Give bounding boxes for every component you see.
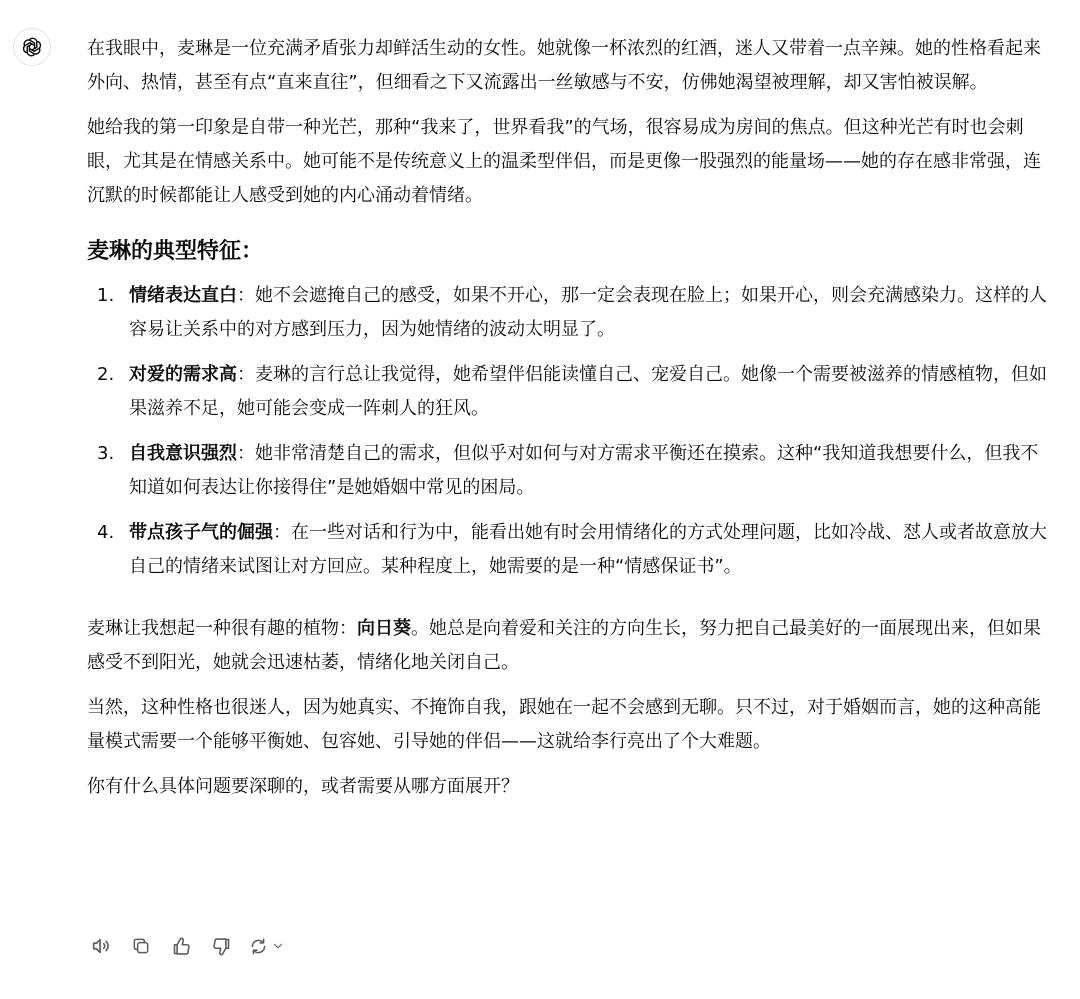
- message-actions: [88, 933, 285, 959]
- thumbs-down-icon: [211, 936, 232, 957]
- good-response-button[interactable]: [168, 933, 194, 959]
- regenerate-icon: [248, 936, 269, 957]
- traits-heading: 麦琳的典型特征：: [87, 239, 264, 264]
- copy-button[interactable]: [128, 933, 154, 959]
- assistant-message: [87, 32, 1049, 815]
- list-number: 1.: [97, 285, 115, 306]
- trait-title: 对爱的需求高: [129, 364, 237, 385]
- thumbs-up-icon: [171, 936, 192, 957]
- openai-logo-icon: [19, 34, 45, 60]
- list-item: [87, 516, 1049, 584]
- traits-list: [87, 279, 1049, 584]
- chevron-down-icon: [271, 939, 285, 953]
- sunflower-emphasis: 向日葵: [357, 618, 411, 639]
- trait-text: ：麦琳的言行总让我觉得，她希望伴侣能读懂自己、宠爱自己。她像一个需要被滋养的情感植物，但如果滋养不足，她可能会变成一阵刺人的狂风。: [129, 364, 1047, 419]
- outro-p3-after: 。她总是向着爱和关注的方向生长，努力把自己最美好的一面展现出来，但如果感受不到阳光，她就会迅速枯萎，情绪化地关闭自己。: [87, 618, 1041, 673]
- bad-response-button[interactable]: [208, 933, 234, 959]
- intro-paragraph-2: 她给我的第一印象是自带一种光芒，那种“我来了，世界看我”的气场，很容易成为房间的焦点。但这种光芒有时也会刺眼，尤其是在情感关系中。她可能不是传统意义上的温柔型伴侣，而是更像一股强烈的能量场——她的存在感非常强，连沉默的时候都能让人感受到她的内心涌动着情绪。: [87, 117, 1041, 206]
- trait-text: ：在一些对话和行为中，能看出她有时会用情绪化的方式处理问题，比如冷战、怼人或者故意放大自己的情绪来试图让对方回应。某种程度上，她需要的是一种“情感保证书”。: [129, 522, 1047, 577]
- read-aloud-icon: [90, 935, 112, 957]
- trait-title: 情绪表达直白: [129, 285, 237, 306]
- trait-title: 自我意识强烈: [129, 443, 237, 464]
- read-aloud-button[interactable]: [88, 933, 114, 959]
- outro-paragraph-1: [87, 612, 1049, 680]
- trait-text: ：她非常清楚自己的需求，但似乎对如何与对方需求平衡还在摸索。这种“我知道我想要什么，但我不知道如何表达让你接得住”是她婚姻中常见的困局。: [129, 443, 1039, 498]
- avatar: [13, 28, 51, 66]
- trait-text: ：她不会遮掩自己的感受，如果不开心，那一定会表现在脸上；如果开心，则会充满感染力。这样的人容易让关系中的对方感到压力，因为她情绪的波动太明显了。: [129, 285, 1047, 340]
- outro-question: 你有什么具体问题要深聊的，或者需要从哪方面展开？: [87, 776, 519, 797]
- regenerate-button[interactable]: [248, 933, 285, 959]
- list-item: [87, 437, 1049, 505]
- outro-p3-before: 麦琳让我想起一种很有趣的植物：: [87, 618, 357, 639]
- list-item: [87, 279, 1049, 347]
- trait-title: 带点孩子气的倔强: [129, 522, 273, 543]
- list-number: 2.: [97, 364, 115, 385]
- copy-icon: [131, 936, 151, 956]
- list-number: 4.: [97, 522, 115, 543]
- outro-paragraph-2: 当然，这种性格也很迷人，因为她真实、不掩饰自我，跟她在一起不会感到无聊。只不过，对于婚姻而言，她的这种高能量模式需要一个能够平衡她、包容她、引导她的伴侣——这就给李行亮出了个大难题。: [87, 697, 1041, 752]
- list-number: 3.: [97, 443, 115, 464]
- intro-paragraph-1: 在我眼中，麦琳是一位充满矛盾张力却鲜活生动的女性。她就像一杯浓烈的红酒，迷人又带着一点辛辣。她的性格看起来外向、热情，甚至有点“直来直往”，但细看之下又流露出一丝敏感与不安，仿佛她渴望被理解，却又害怕被误解。: [87, 38, 1041, 93]
- list-item: [87, 358, 1049, 426]
